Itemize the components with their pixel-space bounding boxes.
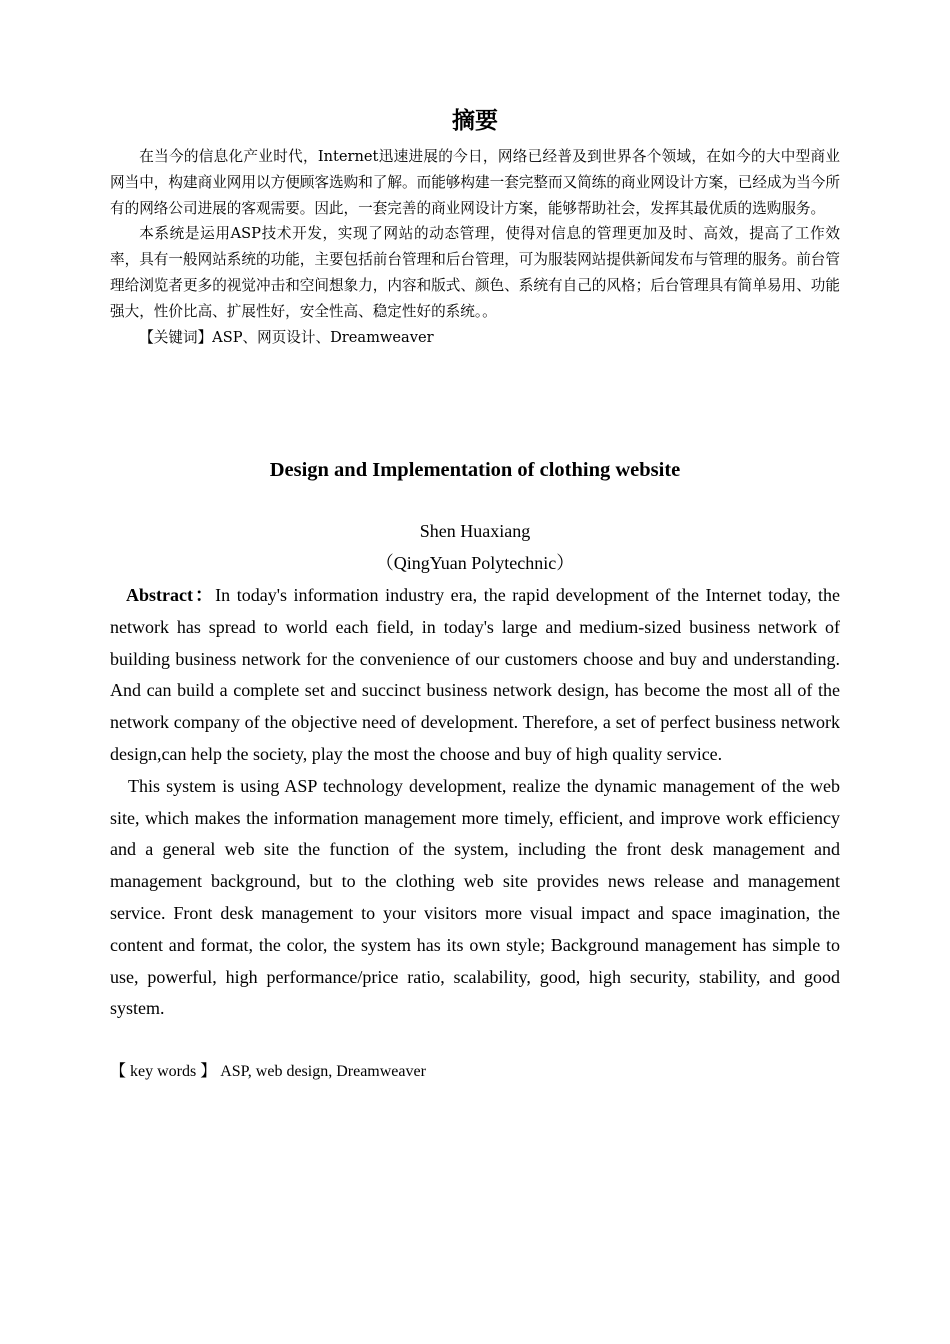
english-abstract-body — [110, 580, 840, 1025]
abstract-label: Abstract： — [126, 585, 216, 605]
chinese-keywords: 【关键词】ASP、网页设计、Dreamweaver — [139, 328, 434, 346]
author-name: Shen Huaxiang — [419, 521, 531, 541]
chinese-abstract-body — [110, 144, 840, 350]
abstract-text: In today's information industry era, the rapid development of the Internet today, the network has spread to world each field, in today's large and medium-sized business network of building business network for the convenience of our customers choose and buy and understanding. And can build a complete set and succinct business network design, has become the most all of the network company of the objective need of development. Therefore, a set of perfect business network design,can help the society, play the most the choose and buy of high quality service. — [110, 585, 840, 764]
chinese-abstract-paragraph-1: 在当今的信息化产业时代，Internet迅速进展的今日，网络已经普及到世界各个领域，在如今的大中型商业网当中，构建商业网用以方便顾客选购和了解。而能够构建一套完整而又简练的商业网设计方案，已经成为当今所有的网络公司进展的客观需要。因此，一套完善的商业网设计方案，能够帮助社会，发挥其最优质的选购服务。 — [110, 148, 840, 217]
english-abstract-paragraph-1 — [110, 580, 840, 771]
english-title: Design and Implementation of clothing website — [269, 459, 681, 481]
english-keywords: 【 key words 】 ASP, web design, Dreamweaver — [110, 1063, 426, 1080]
chinese-abstract-paragraph-2: 本系统是运用ASP技术开发，实现了网站的动态管理，使得对信息的管理更加及时、高效，提高了工作效率，具有一般网站系统的功能，主要包括前台管理和后台管理，可为服装网站提供新闻发布与管理的服务。前台管理给浏览者更多的视觉冲击和空间想象力，内容和版式、颜色、系统有自己的风格；后台管理具有简单易用、功能强大，性价比高、扩展性好，安全性高、稳定性好的系统。。 — [110, 225, 840, 320]
chinese-abstract-title: 摘要 — [452, 108, 498, 134]
author-affiliation: （QingYuan Polytechnic） — [375, 553, 575, 573]
english-abstract-paragraph-2: This system is using ASP technology development, realize the dynamic management of the web site, which makes the information management more timely, efficient, and improve work efficiency and a general web site the function of the system, including the front desk management and management background, but to the clothing web site provides news release and management service. Front desk management to your visitors more visual impact and space imagination, the content and format, the color, the system has its own style; Background management has simple to use, powerful, high performance/price ratio, scalability, good, high security, stability, and good system. — [110, 775, 840, 1019]
